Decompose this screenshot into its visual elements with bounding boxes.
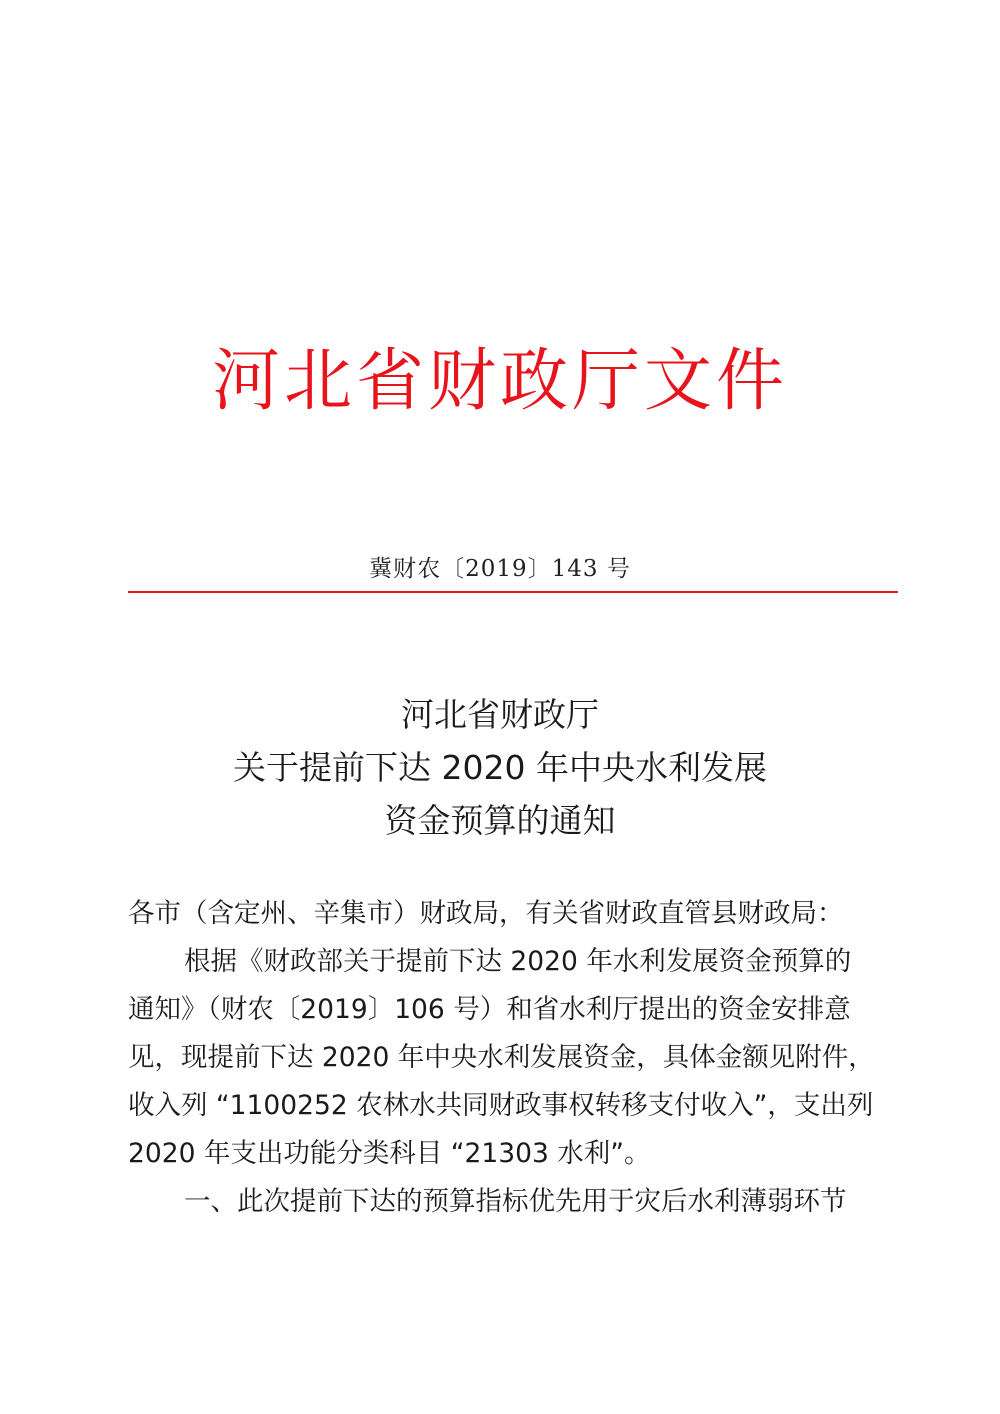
notice-title (0, 688, 1000, 847)
document-header-title: 河北省财政厅文件 (211, 342, 788, 421)
title-line-3: 资金预算的通知 (384, 801, 616, 840)
body-line: 根据《财政部关于提前下达 2020 年水利发展资金预算的 (184, 946, 852, 977)
notice-body (128, 890, 888, 1226)
title-line-1: 河北省财政厅 (401, 695, 599, 734)
document-number: 冀财农〔2019〕143 号 (369, 556, 631, 582)
body-line: 通知》（财农〔2019〕106 号）和省水利厅提出的资金安排意 (128, 994, 851, 1025)
red-divider-line (128, 591, 898, 593)
title-line-2: 关于提前下达 2020 年中央水利发展 (233, 748, 767, 787)
salutation-line: 各市（含定州、辛集市）财政局，有关省财政直管县财政局： (128, 898, 844, 929)
body-line: 2020 年支出功能分类科目 “21303 水利”。 (128, 1138, 651, 1169)
body-line: 收入列 “1100252 农林水共同财政事权转移支付收入”，支出列 (128, 1090, 874, 1121)
body-line: 见，现提前下达 2020 年中央水利发展资金，具体金额见附件， (128, 1042, 875, 1073)
section-one-line: 一、此次提前下达的预算指标优先用于灾后水利薄弱环节 (184, 1186, 847, 1217)
